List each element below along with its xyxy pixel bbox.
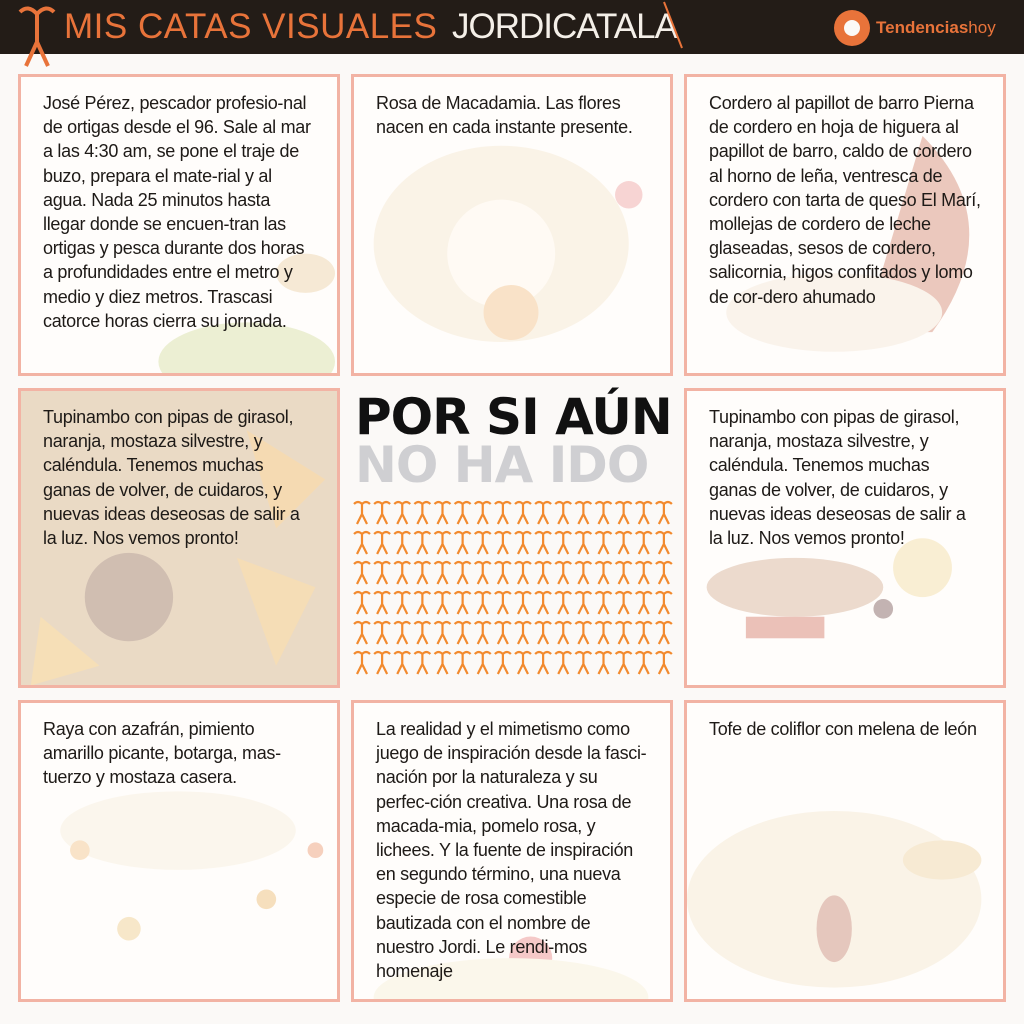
corkscrew-mark (535, 502, 551, 524)
corkscrew-mark (455, 502, 471, 524)
corkscrew-icon (16, 2, 58, 70)
corkscrew-mark (515, 592, 531, 614)
corkscrew-mark (535, 622, 551, 644)
card-text: José Pérez, pescador profesio-nal de ortigas desde el 96. Sale al mar a las 4:30 am, se pone el traje de buzo, prepara el mate-rial y al agua. Nada 25 minutos hasta llegar donde se encuen-tran las ortigas y pesca durante dos horas a profundidades entre el metro y medio y diez metros. Trascasi catorce horas cierra su jornada. (43, 93, 311, 331)
brand-main: Tendencias (876, 18, 969, 37)
headline-line1: POR SI AÚN (355, 388, 672, 446)
corkscrew-mark (616, 532, 632, 554)
card-tofe-coliflor (684, 700, 1006, 1002)
corkscrew-mark (394, 652, 410, 674)
corkscrew-mark (616, 622, 632, 644)
corkscrew-mark (656, 592, 672, 614)
corkscrew-mark (535, 562, 551, 584)
corkscrew-mark (354, 532, 370, 554)
corkscrew-mark (495, 622, 511, 644)
chef-name: JORDICATALA (452, 7, 677, 46)
corkscrew-mark (575, 562, 591, 584)
corkscrew-mark (636, 562, 652, 584)
corkscrew-mark (435, 592, 451, 614)
headline-line2: NO HA IDO (355, 436, 649, 494)
corkscrew-mark (596, 652, 612, 674)
corkscrew-mark (636, 592, 652, 614)
corkscrew-mark (495, 532, 511, 554)
corkscrew-mark (394, 592, 410, 614)
corkscrew-mark (596, 592, 612, 614)
corkscrew-mark (374, 652, 390, 674)
card-cordero (684, 74, 1006, 376)
card-text: Tupinambo con pipas de girasol, naranja, mostaza silvestre, y caléndula. Tenemos muchas ganas de volver, de cuidaros, y nuevas ideas deseosas de salir a la luz. Nos vemos pronto! (709, 407, 966, 549)
corkscrew-mark (575, 592, 591, 614)
corkscrew-mark (495, 562, 511, 584)
card-text: La realidad y el mimetismo como juego de inspiración desde la fasci-nación por la naturaleza y su perfec-ción creativa. Una rosa de macada-mia, pomelo rosa, y lichees. Y la fuente de inspiración en segundo término, una nueva especie de rosa comestible bautizada con el nombre de nuestro Jordi. Le rendi-mos homenaje (376, 719, 647, 982)
corkscrew-mark (515, 622, 531, 644)
corkscrew-mark (515, 502, 531, 524)
corkscrew-mark (374, 562, 390, 584)
corkscrew-mark (596, 622, 612, 644)
corkscrew-mark (354, 592, 370, 614)
corkscrew-mark (374, 532, 390, 554)
corkscrew-mark (475, 502, 491, 524)
card-text: Tupinambo con pipas de girasol, naranja, mostaza silvestre, y caléndula. Tenemos muchas ganas de volver, de cuidaros, y nuevas ideas deseosas de salir a la luz. Nos vemos pronto! (43, 407, 300, 549)
corkscrew-mark (354, 562, 370, 584)
card-rosa-macadamia (351, 74, 673, 376)
corkscrew-mark (555, 532, 571, 554)
corkscrew-mark (555, 502, 571, 524)
corkscrew-mark (555, 622, 571, 644)
corkscrew-mark (636, 502, 652, 524)
corkscrew-mark (535, 592, 551, 614)
corkscrew-mark (515, 532, 531, 554)
corkscrew-mark (354, 622, 370, 644)
corkscrew-mark (394, 532, 410, 554)
corkscrew-mark (435, 652, 451, 674)
corkscrew-mark (656, 622, 672, 644)
corkscrew-pattern (351, 496, 673, 676)
corkscrew-mark (475, 592, 491, 614)
center-panel (351, 388, 673, 688)
corkscrew-mark (616, 562, 632, 584)
card-tupinambo-2 (684, 388, 1006, 688)
corkscrew-mark (414, 562, 430, 584)
corkscrew-mark (435, 532, 451, 554)
corkscrew-mark (414, 502, 430, 524)
corkscrew-mark (575, 502, 591, 524)
corkscrew-mark (414, 592, 430, 614)
corkscrew-mark (475, 532, 491, 554)
card-text: Tofe de coliflor con melena de león (709, 719, 977, 739)
corkscrew-mark (394, 502, 410, 524)
card-text: Cordero al papillot de barro Pierna de cordero en hoja de higuera al papillot de barro, caldo de cordero al horno de leña, ventresca de cordero con tarta de queso El Marí, mollejas de cordero de leche glaseadas, sesos de cordero, salicornia, higos confitados y lomo de cor-dero ahumado (709, 93, 981, 307)
corkscrew-mark (616, 592, 632, 614)
corkscrew-mark (455, 622, 471, 644)
corkscrew-mark (575, 532, 591, 554)
corkscrew-mark (636, 652, 652, 674)
corkscrew-mark (656, 532, 672, 554)
corkscrew-mark (515, 562, 531, 584)
corkscrew-mark (414, 652, 430, 674)
corkscrew-mark (455, 562, 471, 584)
corkscrew-mark (636, 532, 652, 554)
card-text: Rosa de Macadamia. Las flores nacen en cada instante presente. (376, 93, 633, 138)
corkscrew-mark (414, 622, 430, 644)
corkscrew-mark (475, 622, 491, 644)
corkscrew-mark (414, 532, 430, 554)
corkscrew-mark (555, 562, 571, 584)
corkscrew-mark (435, 562, 451, 584)
corkscrew-mark (374, 622, 390, 644)
corkscrew-mark (455, 652, 471, 674)
corkscrew-mark (575, 622, 591, 644)
corkscrew-mark (455, 532, 471, 554)
corkscrew-mark (616, 502, 632, 524)
corkscrew-mark (374, 592, 390, 614)
card-raya (18, 700, 340, 1002)
corkscrew-mark (656, 652, 672, 674)
corkscrew-mark (495, 592, 511, 614)
corkscrew-mark (495, 652, 511, 674)
slash-mark (662, 0, 684, 50)
page-title: MIS CATAS VISUALES (64, 7, 438, 46)
card-mimetismo (351, 700, 673, 1002)
corkscrew-mark (475, 652, 491, 674)
corkscrew-mark (394, 622, 410, 644)
corkscrew-mark (354, 502, 370, 524)
corkscrew-mark (475, 562, 491, 584)
corkscrew-mark (435, 622, 451, 644)
corkscrew-mark (555, 652, 571, 674)
corkscrew-mark (656, 502, 672, 524)
corkscrew-mark (596, 562, 612, 584)
corkscrew-mark (354, 652, 370, 674)
corkscrew-mark (656, 562, 672, 584)
corkscrew-mark (435, 502, 451, 524)
food-photo (687, 703, 1003, 999)
header-bar (0, 0, 1024, 54)
brand-circle-icon (834, 10, 870, 46)
card-ortigas (18, 74, 340, 376)
corkscrew-mark (535, 652, 551, 674)
card-tupinambo (18, 388, 340, 688)
corkscrew-mark (596, 532, 612, 554)
corkscrew-mark (555, 592, 571, 614)
corkscrew-mark (394, 562, 410, 584)
corkscrew-mark (616, 652, 632, 674)
corkscrew-mark (596, 502, 612, 524)
corkscrew-mark (515, 652, 531, 674)
corkscrew-mark (636, 622, 652, 644)
corkscrew-mark (374, 502, 390, 524)
corkscrew-mark (535, 532, 551, 554)
corkscrew-mark (455, 592, 471, 614)
brand-suffix: hoy (968, 18, 996, 37)
corkscrew-mark (495, 502, 511, 524)
corkscrew-mark (575, 652, 591, 674)
card-text: Raya con azafrán, pimiento amarillo picante, botarga, mas-tuerzo y mostaza casera. (43, 719, 281, 788)
